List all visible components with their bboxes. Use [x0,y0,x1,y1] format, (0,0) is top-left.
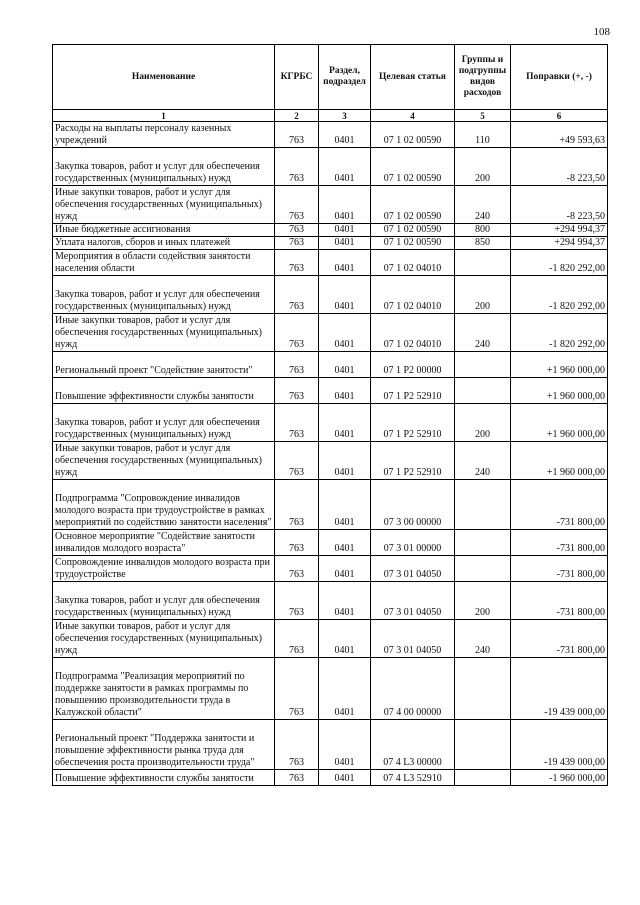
table-row [53,224,608,237]
row-group-cell: 200 [455,404,511,442]
row-amount-cell: -731 800,00 [511,480,608,530]
row-target-cell: 07 1 02 00590 [371,186,455,224]
row-amount-cell: -8 223,50 [511,186,608,224]
row-section-cell: 0401 [319,480,371,530]
row-name-cell: Закупка товаров, работ и услуг для обеспечения государственных (муниципальных) нужд [53,404,275,442]
row-name-cell: Подпрограмма "Сопровождение инвалидов молодого возраста при трудоустройстве в рамках мероприятий по содействию занятости населения" [53,480,275,530]
row-kgrbs-cell: 763 [275,480,319,530]
row-target-cell: 07 1 02 04010 [371,314,455,352]
row-kgrbs-cell: 763 [275,404,319,442]
table-row [53,122,608,148]
row-amount-cell: +1 960 000,00 [511,352,608,378]
row-amount-cell: -731 800,00 [511,620,608,658]
table-header-row [53,45,608,110]
row-kgrbs-cell: 763 [275,556,319,582]
row-group-cell [455,480,511,530]
row-section-cell: 0401 [319,556,371,582]
row-kgrbs-cell: 763 [275,620,319,658]
table-row [53,314,608,352]
row-kgrbs-cell: 763 [275,582,319,620]
row-section-cell: 0401 [319,530,371,556]
column-number: 6 [511,110,608,122]
row-name-cell: Региональный проект "Содействие занятости" [53,352,275,378]
row-kgrbs-cell: 763 [275,352,319,378]
column-number: 5 [455,110,511,122]
column-number: 2 [275,110,319,122]
row-section-cell: 0401 [319,404,371,442]
row-target-cell: 07 1 02 00590 [371,122,455,148]
row-amount-cell: +1 960 000,00 [511,378,608,404]
row-amount-cell: -19 439 000,00 [511,658,608,720]
row-group-cell: 240 [455,186,511,224]
header-amendments: Поправки (+, -) [511,45,608,110]
row-amount-cell: +294 994,37 [511,224,608,237]
table-row [53,480,608,530]
row-target-cell: 07 1 P2 52910 [371,378,455,404]
row-section-cell: 0401 [319,148,371,186]
row-kgrbs-cell: 763 [275,378,319,404]
page-edge-mark [288,878,289,879]
row-target-cell: 07 4 L3 00000 [371,720,455,770]
row-group-cell [455,556,511,582]
row-target-cell: 07 4 L3 52910 [371,770,455,786]
row-target-cell: 07 3 01 04050 [371,582,455,620]
row-kgrbs-cell: 763 [275,237,319,250]
row-kgrbs-cell: 763 [275,658,319,720]
table-row [53,582,608,620]
table-body [53,122,608,786]
row-target-cell: 07 3 01 04050 [371,620,455,658]
row-name-cell: Иные закупки товаров, работ и услуг для обеспечения государственных (муниципальных) нужд [53,442,275,480]
row-target-cell: 07 1 02 00590 [371,237,455,250]
row-amount-cell: -1 820 292,00 [511,314,608,352]
column-number: 3 [319,110,371,122]
row-section-cell: 0401 [319,582,371,620]
table-row [53,352,608,378]
row-kgrbs-cell: 763 [275,442,319,480]
row-kgrbs-cell: 763 [275,250,319,276]
row-target-cell: 07 1 02 04010 [371,250,455,276]
row-section-cell: 0401 [319,237,371,250]
table-row [53,378,608,404]
table-row [53,556,608,582]
row-section-cell: 0401 [319,378,371,404]
row-target-cell: 07 1 P2 52910 [371,442,455,480]
row-group-cell: 200 [455,148,511,186]
row-target-cell: 07 3 00 00000 [371,480,455,530]
row-kgrbs-cell: 763 [275,276,319,314]
row-group-cell: 800 [455,224,511,237]
row-kgrbs-cell: 763 [275,314,319,352]
row-name-cell: Основное мероприятие "Содействие занятости инвалидов молодого возраста" [53,530,275,556]
row-amount-cell: +49 593,63 [511,122,608,148]
row-group-cell: 240 [455,314,511,352]
column-number: 1 [53,110,275,122]
row-group-cell: 240 [455,442,511,480]
row-group-cell [455,250,511,276]
row-target-cell: 07 1 02 04010 [371,276,455,314]
column-number: 4 [371,110,455,122]
row-section-cell: 0401 [319,352,371,378]
row-name-cell: Расходы на выплаты персоналу казенных учреждений [53,122,275,148]
row-amount-cell: -19 439 000,00 [511,720,608,770]
row-target-cell: 07 4 00 00000 [371,658,455,720]
header-groups: Группы и подгруппы видов расходов [455,45,511,110]
row-name-cell: Иные бюджетные ассигнования [53,224,275,237]
row-group-cell [455,720,511,770]
row-section-cell: 0401 [319,186,371,224]
table-row [53,250,608,276]
column-number-row [53,110,608,122]
row-target-cell: 07 3 01 04050 [371,556,455,582]
row-group-cell [455,352,511,378]
row-section-cell: 0401 [319,442,371,480]
row-name-cell: Повышение эффективности службы занятости [53,770,275,786]
row-amount-cell: -1 960 000,00 [511,770,608,786]
header-name: Наименование [53,45,275,110]
row-section-cell: 0401 [319,224,371,237]
header-section: Раздел, подраздел [319,45,371,110]
row-target-cell: 07 1 02 00590 [371,224,455,237]
row-kgrbs-cell: 763 [275,224,319,237]
table-row [53,658,608,720]
row-name-cell: Иные закупки товаров, работ и услуг для обеспечения государственных (муниципальных) нужд [53,620,275,658]
row-target-cell: 07 3 01 00000 [371,530,455,556]
row-name-cell: Повышение эффективности службы занятости [53,378,275,404]
row-group-cell: 200 [455,582,511,620]
table-row [53,770,608,786]
row-amount-cell: -731 800,00 [511,530,608,556]
row-group-cell [455,378,511,404]
row-target-cell: 07 1 P2 52910 [371,404,455,442]
row-amount-cell: +1 960 000,00 [511,404,608,442]
row-amount-cell: +294 994,37 [511,237,608,250]
header-kgrbs: КГРБС [275,45,319,110]
table-row [53,237,608,250]
row-kgrbs-cell: 763 [275,122,319,148]
row-group-cell [455,658,511,720]
row-target-cell: 07 1 02 00590 [371,148,455,186]
table-row [53,530,608,556]
row-group-cell [455,770,511,786]
row-section-cell: 0401 [319,250,371,276]
row-name-cell: Иные закупки товаров, работ и услуг для обеспечения государственных (муниципальных) нужд [53,186,275,224]
table-row [53,442,608,480]
row-kgrbs-cell: 763 [275,530,319,556]
row-kgrbs-cell: 763 [275,186,319,224]
row-amount-cell: -731 800,00 [511,582,608,620]
row-section-cell: 0401 [319,770,371,786]
row-name-cell: Подпрограмма "Реализация мероприятий по поддержке занятости в рамках программы по повышению производительности труда в Калужской области" [53,658,275,720]
row-name-cell: Иные закупки товаров, работ и услуг для обеспечения государственных (муниципальных) нужд [53,314,275,352]
row-target-cell: 07 1 P2 00000 [371,352,455,378]
table-row [53,148,608,186]
row-section-cell: 0401 [319,122,371,148]
header-target: Целевая статья [371,45,455,110]
row-group-cell: 850 [455,237,511,250]
row-amount-cell: +1 960 000,00 [511,442,608,480]
row-name-cell: Закупка товаров, работ и услуг для обеспечения государственных (муниципальных) нужд [53,276,275,314]
table-row [53,620,608,658]
row-name-cell: Региональный проект "Поддержка занятости и повышение эффективности рынка труда для обеспечения роста производительности труда" [53,720,275,770]
row-section-cell: 0401 [319,658,371,720]
row-section-cell: 0401 [319,276,371,314]
row-amount-cell: -1 820 292,00 [511,250,608,276]
row-amount-cell: -8 223,50 [511,148,608,186]
table-row [53,186,608,224]
row-name-cell: Закупка товаров, работ и услуг для обеспечения государственных (муниципальных) нужд [53,148,275,186]
table-row [53,276,608,314]
row-name-cell: Мероприятия в области содействия занятости населения области [53,250,275,276]
row-group-cell [455,530,511,556]
row-name-cell: Уплата налогов, сборов и иных платежей [53,237,275,250]
row-section-cell: 0401 [319,620,371,658]
row-amount-cell: -1 820 292,00 [511,276,608,314]
row-group-cell: 240 [455,620,511,658]
row-section-cell: 0401 [319,314,371,352]
row-kgrbs-cell: 763 [275,720,319,770]
row-group-cell: 110 [455,122,511,148]
row-name-cell: Сопровождение инвалидов молодого возраста при трудоустройстве [53,556,275,582]
budget-amendments-table [52,44,608,786]
table-row [53,720,608,770]
table-row [53,404,608,442]
row-kgrbs-cell: 763 [275,148,319,186]
row-kgrbs-cell: 763 [275,770,319,786]
row-amount-cell: -731 800,00 [511,556,608,582]
row-section-cell: 0401 [319,720,371,770]
row-name-cell: Закупка товаров, работ и услуг для обеспечения государственных (муниципальных) нужд [53,582,275,620]
page-number: 108 [593,26,610,38]
row-group-cell: 200 [455,276,511,314]
